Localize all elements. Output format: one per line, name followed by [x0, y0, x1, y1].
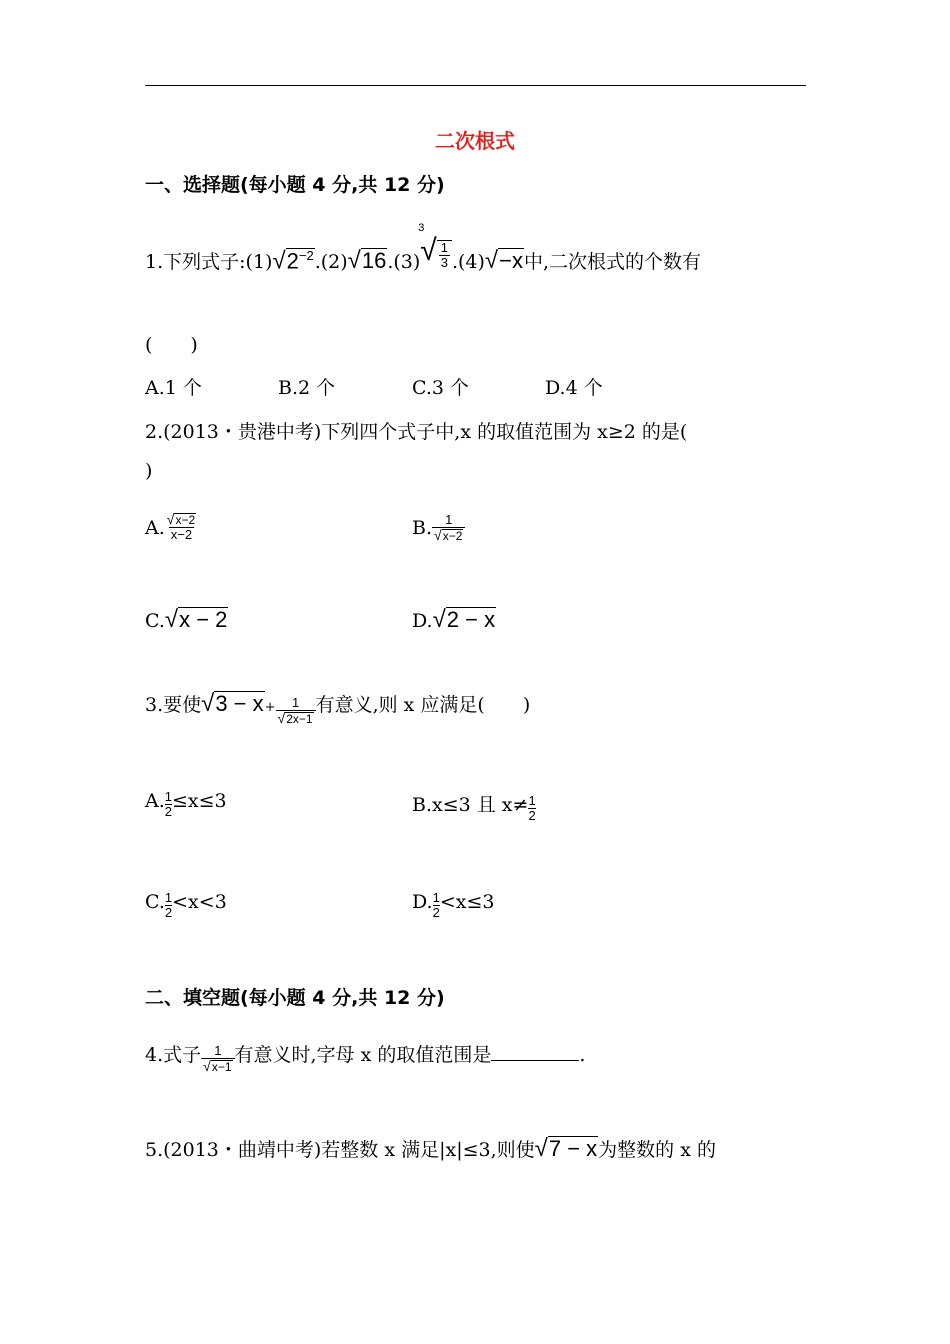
q1-option-c: C.3 个	[412, 377, 470, 399]
q2-option-c: C.√x − 2	[145, 606, 228, 633]
q1-option-d: D.4 个	[545, 377, 603, 399]
q1-suffix: 中,二次根式的个数有	[523, 251, 701, 273]
q2-option-a: A. $\frac{√x-2}{x-2}$	[145, 511, 196, 542]
q3-prefix: 3.要使	[145, 694, 202, 716]
question-1	[145, 222, 701, 274]
question-2-line-2: )	[145, 460, 153, 482]
header-rule	[145, 85, 806, 86]
question-2-line-1: 2.(2013・贵港中考)下列四个式子中,x 的取值范围为 x≥2 的是(	[145, 421, 688, 443]
question-3	[145, 690, 530, 725]
q1-sep-3: .(3)	[387, 251, 421, 273]
q4-answer-blank[interactable]	[491, 1042, 579, 1061]
q3-plus: +	[264, 700, 276, 715]
q1-prefix: 1.下列式子:(1)	[145, 251, 273, 273]
question-4: 4.式子 $\frac{1}{√x-1}$ 有意义时,字母 x 的取值范围是 .	[145, 1043, 586, 1074]
q5-radical: √7 − x	[534, 1135, 598, 1162]
q2-option-b: B. $\frac{1}{√x-2}$	[412, 503, 465, 542]
q1-expr-4: √−x	[484, 247, 523, 274]
q2-option-d: D.√2 − x	[412, 606, 496, 633]
section-heading-fill: 二、填空题(每小题 4 分,共 12 分)	[145, 987, 445, 1009]
q1-option-b: B.2 个	[278, 377, 336, 399]
page-title: 二次根式	[435, 129, 515, 153]
q1-sep-4: .(4)	[451, 251, 485, 273]
q3-option-c: C. $\frac{1}{2}$ <x<3	[145, 890, 227, 921]
q3-fraction: $\frac{1}{√2x-1}$	[276, 696, 316, 725]
q3-option-d: D. $\frac{1}{2}$ <x≤3	[412, 890, 495, 921]
q1-expr-2: √16	[347, 247, 387, 274]
q3-suffix: 有意义,则 x 应满足( )	[315, 694, 531, 716]
q1-sep-2: .(2)	[314, 251, 348, 273]
q1-answer-paren: ( )	[145, 334, 198, 356]
q1-expr-3: 3 √ $\frac{1}{3}$	[420, 236, 452, 270]
q3-option-b: B.x≤3 且 x≠ $\frac{1}{2}$	[412, 793, 536, 824]
q3-option-a: A. $\frac{1}{2}$ ≤x≤3	[145, 789, 227, 820]
q3-radical: √3 − x	[201, 690, 264, 717]
q1-option-a: A.1 个	[145, 377, 202, 399]
question-5: 5.(2013・曲靖中考)若整数 x 满足|x|≤3,则使√7 − x为整数的 x 的	[145, 1135, 716, 1162]
q1-expr-1: $√2^{-2}$	[272, 247, 314, 274]
section-heading-choice: 一、选择题(每小题 4 分,共 12 分)	[145, 174, 445, 196]
